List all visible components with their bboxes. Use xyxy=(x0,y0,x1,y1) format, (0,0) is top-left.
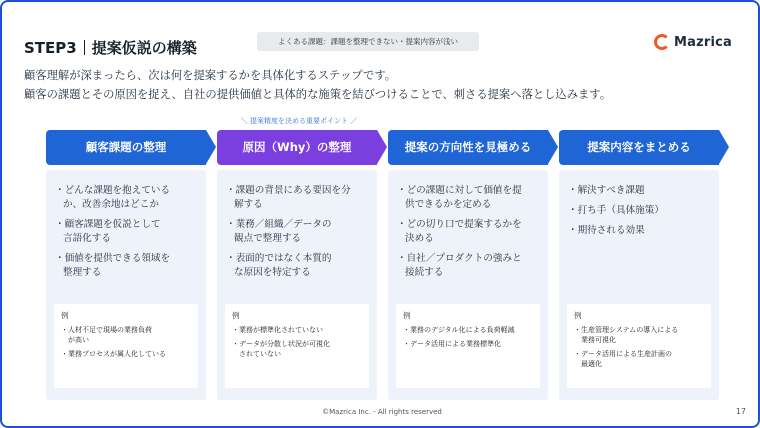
list-item: ・どんな課題を抱えている か、改善余地はどこか xyxy=(55,185,171,210)
example-item: ・業務のデジタル化による負荷軽減 xyxy=(403,326,515,334)
step-column-direction xyxy=(388,130,548,400)
page-number: 17 xyxy=(735,407,746,416)
title-divider xyxy=(84,40,85,55)
example-item: ・データが分散し状況が可視化 されていない xyxy=(232,340,330,358)
example-box xyxy=(567,304,711,388)
example-box xyxy=(225,304,369,388)
list-item: ・どの課題に対して価値を提 供できるかを定める xyxy=(397,185,522,210)
logo-text: Mazrica xyxy=(674,34,733,50)
step-column-customer-issues xyxy=(46,130,206,400)
copyright-footer: ©Mazrica Inc. - All rights reserved xyxy=(322,408,442,416)
example-item: ・業務が標準化されていない xyxy=(232,326,323,334)
list-item: ・打ち手（具体施策） xyxy=(568,205,664,216)
step-heading: 原因（Why）の整理 xyxy=(217,130,377,165)
common-issue-badge: よくある課題：課題を整理できない・提案内容が浅い xyxy=(257,32,479,51)
step-heading: 提案内容をまとめる xyxy=(559,130,719,165)
step-heading: 顧客課題の整理 xyxy=(46,130,206,165)
point-list xyxy=(397,184,539,280)
example-item: ・業務プロセスが属人化している xyxy=(61,350,166,358)
example-list xyxy=(403,325,533,349)
list-item: ・期待される効果 xyxy=(568,225,645,236)
list-item: ・自社／プロダクトの強みと 接続する xyxy=(397,253,522,278)
page-title xyxy=(24,37,197,58)
step-column-cause xyxy=(217,130,377,400)
step-panel xyxy=(46,170,206,400)
list-item: ・解決すべき課題 xyxy=(568,185,645,196)
lead-text xyxy=(24,66,611,104)
list-item: ・顧客課題を仮説として 言語化する xyxy=(55,219,161,244)
step-panel xyxy=(217,170,377,400)
example-list xyxy=(61,325,191,359)
list-item: ・表面的ではなく本質的 な原因を特定する xyxy=(226,253,332,278)
example-box xyxy=(54,304,198,388)
company-logo xyxy=(654,34,732,50)
example-item: ・生産管理システムの導入による 業務可視化 xyxy=(574,326,679,344)
example-label: 例 xyxy=(232,311,240,320)
example-label: 例 xyxy=(403,311,411,320)
example-item: ・データ活用による生産計画の 最適化 xyxy=(574,350,672,368)
step-heading: 提案の方向性を見極める xyxy=(388,130,548,165)
lead-line-2: 顧客の課題とその原因を捉え、自社の提供価値と具体的な施策を結びつけることで、刺さる提案へ落とし込みます。 xyxy=(24,88,611,101)
point-list xyxy=(55,184,197,280)
mazrica-logo-icon xyxy=(654,34,670,50)
title-text: 提案仮説の構築 xyxy=(91,39,197,57)
step-panel xyxy=(559,170,719,400)
example-label: 例 xyxy=(574,311,582,320)
list-item: ・どの切り口で提案するかを 決める xyxy=(397,219,522,244)
step-label: STEP3 xyxy=(24,39,77,57)
key-point-ribbon: ＼ 提案精度を決める重要ポイント ／ xyxy=(240,117,358,125)
step-column-proposal-summary xyxy=(559,130,719,400)
list-item: ・価値を提供できる領域を 整理する xyxy=(55,253,171,278)
example-box xyxy=(396,304,540,388)
lead-line-1: 顧客理解が深まったら、次は何を提案するかを具体化するステップです。 xyxy=(24,69,397,82)
step-panel xyxy=(388,170,548,400)
example-list xyxy=(232,325,362,359)
list-item: ・業務／組織／データの 観点で整理する xyxy=(226,219,332,244)
point-list xyxy=(568,184,710,238)
example-item: ・データ活用による業務標準化 xyxy=(403,340,501,348)
point-list xyxy=(226,184,368,280)
example-list xyxy=(574,325,704,369)
example-item: ・人材不足で現場の業務負荷 が高い xyxy=(61,326,152,344)
example-label: 例 xyxy=(61,311,69,320)
list-item: ・課題の背景にある要因を分 解する xyxy=(226,185,351,210)
